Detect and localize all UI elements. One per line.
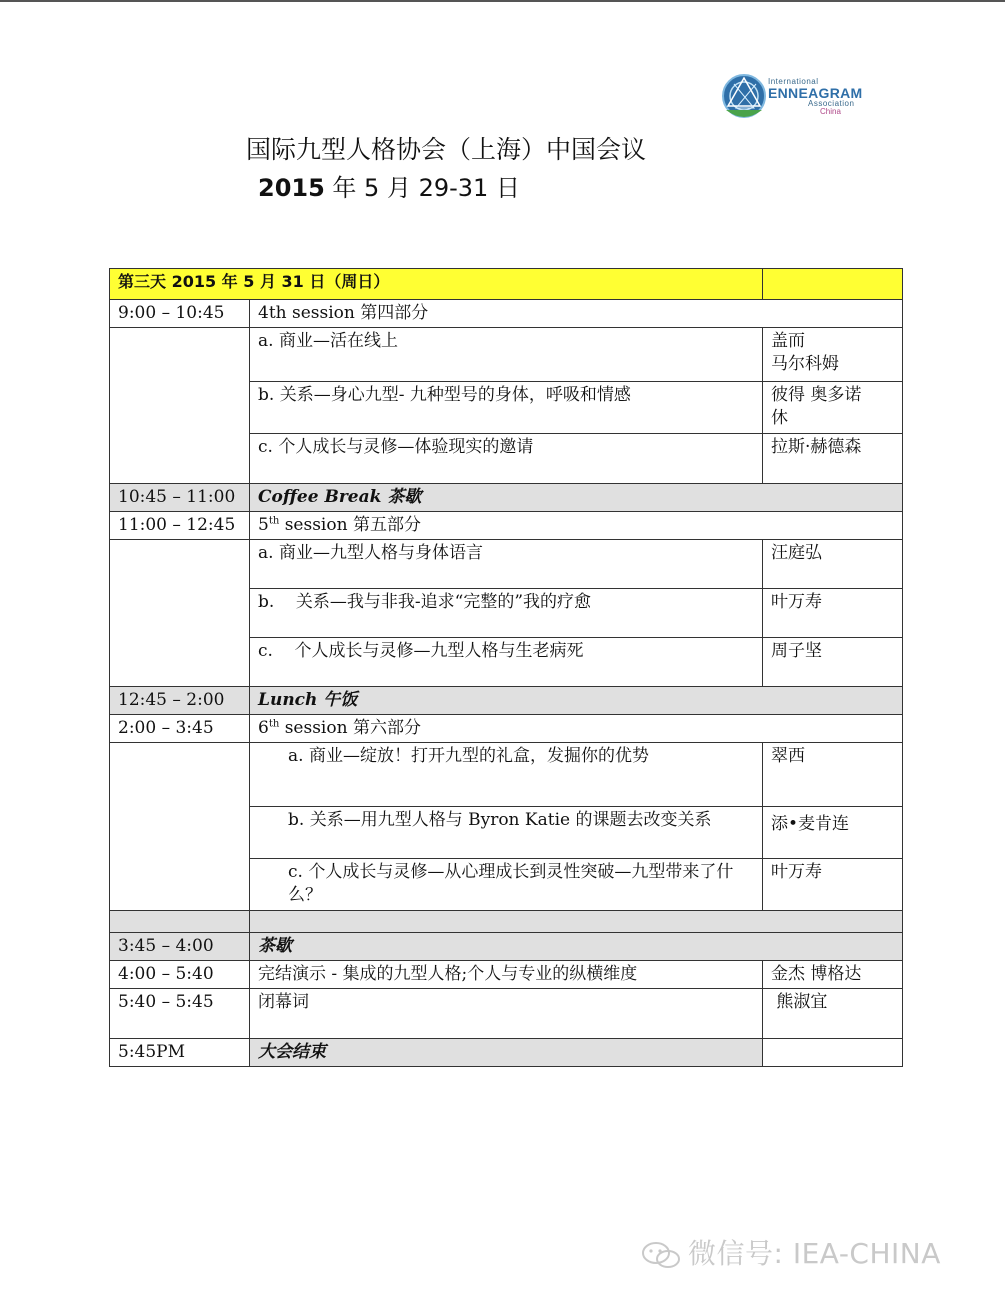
enneagram-globe-icon: [720, 72, 768, 124]
session-item: c. 个人成长与灵修—九型人格与生老病死: [250, 637, 763, 686]
blank-cell: [763, 1038, 903, 1066]
table-row: [110, 960, 903, 988]
session-title: 4th session 第四部分: [250, 300, 903, 328]
session-time: 11:00 – 12:45: [110, 511, 250, 539]
day-header-blank: [763, 269, 903, 300]
session-item: a. 商业—九型人格与身体语言: [250, 539, 763, 588]
session-title-text: session 第五部分: [279, 514, 421, 535]
break-time: 10:45 – 11:00: [110, 483, 250, 511]
enneagram-logo: [720, 72, 880, 128]
closing-text: 闭幕词: [250, 988, 763, 1038]
speaker: 熊淑宜: [763, 988, 903, 1038]
schedule-table: [109, 268, 903, 1067]
lunch-label: Lunch 午饭: [250, 686, 903, 714]
page-title: 国际九型人格协会（上海）中国会议: [246, 135, 647, 164]
speaker: 叶万寿: [763, 588, 903, 637]
closing-time: 5:40 – 5:45: [110, 988, 250, 1038]
table-row: [110, 988, 903, 1038]
day-header-row: [110, 269, 903, 300]
speaker: 汪庭弘: [763, 539, 903, 588]
session-item: a. 商业—活在线上: [250, 327, 763, 381]
session-number: 6: [258, 717, 269, 738]
table-row: [110, 300, 903, 328]
blank-cell: [110, 910, 250, 932]
watermark-text: 微信号: IEA-CHINA: [688, 1237, 941, 1270]
table-row: [110, 742, 903, 806]
table-row: [110, 1038, 903, 1066]
date-rest: 年 5 月 29-31 日: [324, 174, 520, 202]
blank-time-cell: [110, 742, 250, 910]
logo-line-association: Association: [808, 99, 855, 108]
speaker: 周子坚: [763, 637, 903, 686]
session-item: a. 商业—绽放！打开九型的礼盒，发掘你的优势: [250, 742, 763, 806]
top-border-line: [0, 0, 1005, 2]
end-label: 大会结束: [250, 1038, 763, 1066]
session-title-text: session 第六部分: [279, 717, 421, 738]
session-item: c. 个人成长与灵修—从心理成长到灵性突破—九型带来了什么？: [250, 858, 763, 910]
speaker: 添•麦肯连: [763, 806, 903, 858]
speaker: 翠西: [763, 742, 903, 806]
blank-gray-row: [110, 910, 903, 932]
wechat-icon: [640, 1240, 682, 1270]
session-item: b. 关系—我与非我-追求“完整的”我的疗愈: [250, 588, 763, 637]
blank-cell: [250, 910, 903, 932]
session-time: 9:00 – 10:45: [110, 300, 250, 328]
speaker: 盖而 马尔科姆: [763, 327, 903, 381]
blank-time-cell: [110, 327, 250, 483]
session-number-suffix: th: [268, 718, 280, 730]
table-row: [110, 483, 903, 511]
table-row: [110, 686, 903, 714]
speaker: 金杰 博格达: [763, 960, 903, 988]
end-time: 5:45PM: [110, 1038, 250, 1066]
tea-label: 茶歇: [250, 932, 903, 960]
table-row: [110, 327, 903, 381]
logo-line-international: International: [768, 77, 819, 86]
final-text: 完结演示 - 集成的九型人格;个人与专业的纵横维度: [250, 960, 763, 988]
break-label: Coffee Break 茶歇: [250, 483, 903, 511]
session-number-suffix: th: [268, 515, 280, 527]
final-time: 4:00 – 5:40: [110, 960, 250, 988]
blank-time-cell: [110, 539, 250, 686]
table-row: [110, 539, 903, 588]
speaker: 叶万寿: [763, 858, 903, 910]
lunch-time: 12:45 – 2:00: [110, 686, 250, 714]
session-number: 5: [258, 514, 269, 535]
session-item: c. 个人成长与灵修—体验现实的邀请: [250, 433, 763, 483]
session-title: [250, 511, 903, 539]
tea-time: 3:45 – 4:00: [110, 932, 250, 960]
table-row: [110, 511, 903, 539]
logo-line-enneagram: ENNEAGRAM: [768, 85, 863, 101]
day-header: 第三天 2015 年 5 月 31 日（周日）: [110, 269, 763, 300]
wechat-watermark: [640, 1232, 941, 1272]
session-item: b. 关系—用九型人格与 Byron Katie 的课题去改变关系: [250, 806, 763, 858]
session-item: b. 关系—身心九型- 九种型号的身体，呼吸和情感: [250, 381, 763, 433]
table-row: [110, 932, 903, 960]
page-subtitle-date: [258, 168, 520, 203]
date-year: 2015: [258, 174, 325, 202]
session-title: [250, 714, 903, 742]
logo-line-china: China: [820, 107, 841, 116]
table-row: [110, 714, 903, 742]
speaker: 拉斯·赫德森: [763, 433, 903, 483]
session-time: 2:00 – 3:45: [110, 714, 250, 742]
speaker: 彼得 奥多诺 休: [763, 381, 903, 433]
